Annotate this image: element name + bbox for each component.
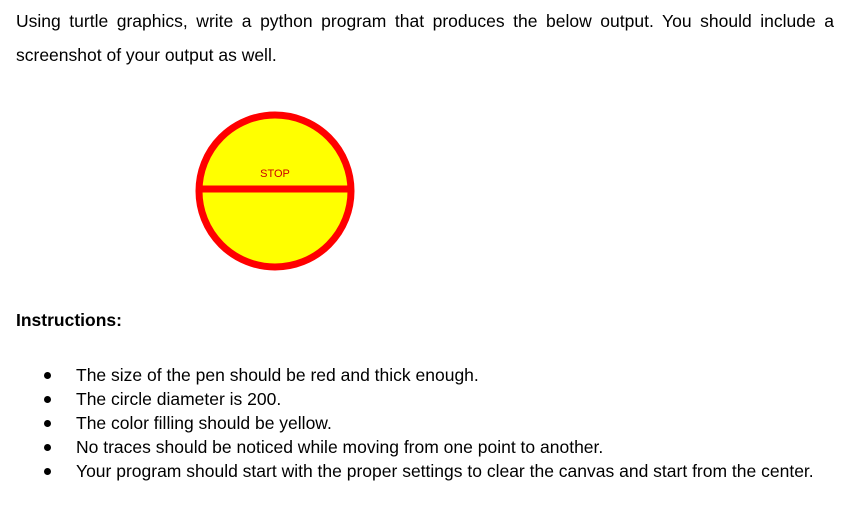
- stop-sign-drawing: [190, 106, 360, 276]
- question-text: Using turtle graphics, write a python program that produces the below output. You should include a screenshot of your output as well.: [16, 11, 834, 65]
- bullet-icon: [44, 468, 51, 475]
- bullet-icon: [44, 396, 51, 403]
- instruction-text: The color filling should be yellow.: [76, 413, 332, 433]
- stop-sign-figure: [190, 106, 360, 276]
- instruction-text: The size of the pen should be red and thick enough.: [76, 365, 479, 385]
- instruction-text: Your program should start with the proper settings to clear the canvas and start from the center.: [76, 461, 814, 481]
- instructions-heading: Instructions:: [16, 310, 122, 330]
- instruction-item: [0, 387, 834, 411]
- instruction-item: [0, 411, 834, 435]
- instruction-item: [0, 459, 834, 483]
- instruction-item: [0, 363, 834, 387]
- instruction-item: [0, 435, 834, 459]
- instruction-text: The circle diameter is 200.: [76, 389, 282, 409]
- bullet-icon: [44, 420, 51, 427]
- instructions-list: [0, 363, 834, 483]
- instruction-text: No traces should be noticed while moving from one point to another.: [76, 437, 604, 457]
- bullet-icon: [44, 372, 51, 379]
- bullet-icon: [44, 444, 51, 451]
- stop-sign-label: STOP: [260, 168, 290, 180]
